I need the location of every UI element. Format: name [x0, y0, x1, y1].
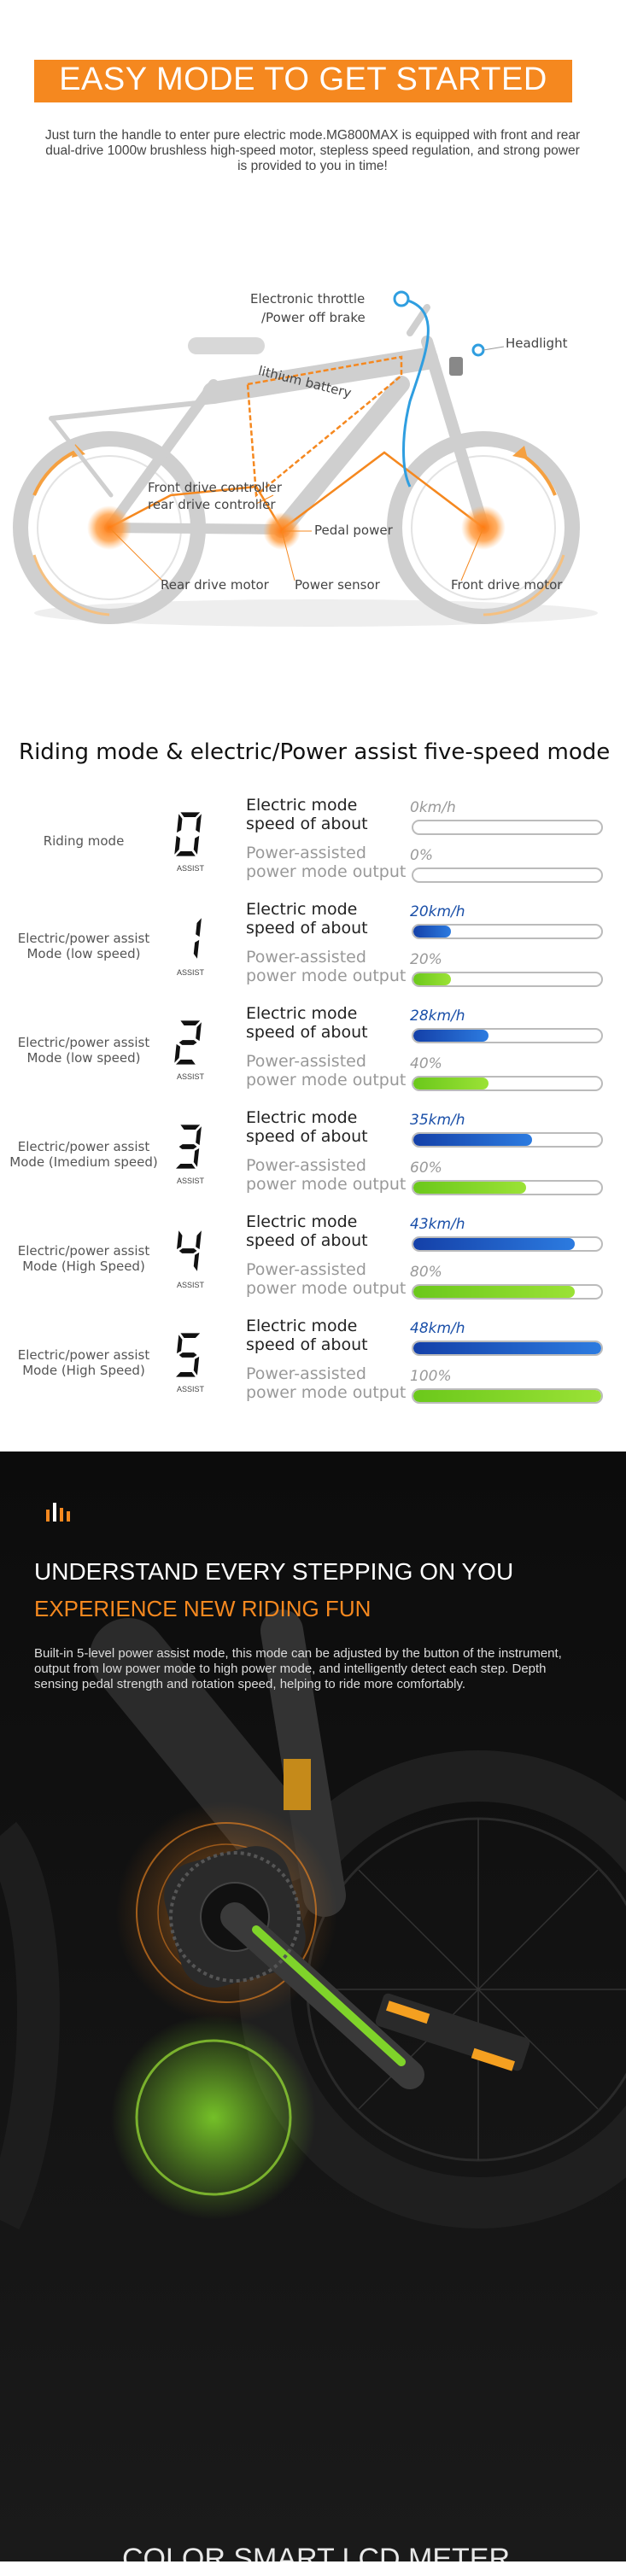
pedal-power-label: Pedal power — [314, 523, 393, 538]
mode-name: Electric/power assist Mode (Imedium speed) — [9, 1139, 158, 1170]
speed-bar — [412, 924, 603, 939]
output-value: 100% — [410, 1368, 452, 1385]
assist-level-digit — [174, 1018, 207, 1067]
headlight-label: Headlight — [506, 336, 568, 351]
output-bar-fill — [413, 1286, 575, 1298]
modes-section-title: Riding mode & electric/Power assist five-speed mode — [19, 739, 611, 765]
speed-bar — [412, 1236, 603, 1252]
output-bar-fill — [413, 1078, 489, 1089]
assist-caption: ASSIST — [176, 968, 204, 977]
speed-value: 48km/h — [410, 1320, 465, 1337]
front-motor-label: Front drive motor — [451, 577, 563, 593]
bike-illustration — [0, 213, 626, 640]
speed-bar-fill — [413, 1030, 489, 1042]
assist-level-digit — [174, 1330, 207, 1380]
rear-controller-label: rear drive controller — [148, 497, 276, 512]
speed-label: Electric mode speed of about — [246, 1004, 368, 1042]
next-section-title: COLOR SMART LCD METER — [121, 2543, 511, 2575]
speed-bar-fill — [413, 1134, 532, 1146]
speed-bar — [412, 1028, 603, 1043]
front-controller-label: Front drive controller — [148, 480, 282, 495]
speed-value: 20km/h — [410, 903, 465, 920]
speed-label: Electric mode speed of about — [246, 1317, 368, 1354]
speed-label: Electric mode speed of about — [246, 1212, 368, 1250]
mode-row — [0, 1315, 626, 1413]
feature-description: Built-in 5-level power assist mode, this mode can be adjusted by the button of the instrument, output from low power mode to high power mode, and intelligently detect each step. Depth sensing pedal strength and rotation speed, helping to ride more comfortably. — [34, 1646, 562, 1691]
output-bar — [412, 867, 603, 883]
output-value: 80% — [410, 1264, 442, 1281]
speed-value: 28km/h — [410, 1008, 465, 1025]
mode-row — [0, 1002, 626, 1101]
mode-name: Electric/power assist Mode (low speed) — [17, 1035, 150, 1066]
output-label: Power-assisted power mode output — [246, 1052, 407, 1089]
speed-label: Electric mode speed of about — [246, 1108, 368, 1146]
power-sensor-label: Power sensor — [295, 577, 380, 593]
battery-label: lithium battery — [256, 363, 354, 401]
equalizer-icon — [44, 1501, 73, 1522]
mode-name: Electric/power assist Mode (low speed) — [17, 931, 150, 961]
brake-label: /Power off brake — [261, 310, 366, 325]
output-bar-fill — [413, 973, 451, 985]
output-value: 40% — [410, 1055, 442, 1072]
assist-level-digit — [174, 1122, 207, 1171]
mode-row — [0, 794, 626, 892]
output-label: Power-assisted power mode output — [246, 1364, 407, 1402]
speed-bar-fill — [413, 1238, 575, 1250]
output-label: Power-assisted power mode output — [246, 1260, 407, 1298]
bike-component-diagram — [0, 213, 626, 640]
assist-level-digit — [174, 914, 207, 963]
speed-label: Electric mode speed of about — [246, 796, 368, 833]
feature-heading: UNDERSTAND EVERY STEPPING ON YOU — [34, 1558, 514, 1585]
output-label: Power-assisted power mode output — [246, 1156, 407, 1194]
output-bar — [412, 972, 603, 987]
speed-label: Electric mode speed of about — [246, 900, 368, 938]
hero-title: EASY MODE TO GET STARTED — [59, 61, 547, 97]
speed-bar — [412, 820, 603, 835]
assist-caption: ASSIST — [176, 1385, 204, 1393]
mode-row — [0, 1107, 626, 1205]
assist-caption: ASSIST — [176, 864, 204, 873]
output-bar — [412, 1284, 603, 1300]
speed-bar — [412, 1132, 603, 1148]
output-value: 20% — [410, 951, 442, 968]
hero-description: Just turn the handle to enter pure electric mode.MG800MAX is equipped with front and rear dual-drive 1000w brushless high-speed motor, stepless speed regulation, and strong power is provided to you in time! — [44, 128, 581, 173]
output-bar — [412, 1388, 603, 1404]
assist-level-digit — [174, 1226, 207, 1276]
assist-caption: ASSIST — [176, 1177, 204, 1185]
rear-motor-label: Rear drive motor — [161, 577, 269, 593]
assist-caption: ASSIST — [176, 1281, 204, 1289]
assist-level-digit — [174, 809, 207, 859]
assist-caption: ASSIST — [176, 1072, 204, 1081]
output-label: Power-assisted power mode output — [246, 844, 407, 881]
headlight-icon — [449, 345, 504, 376]
speed-bar-fill — [413, 1342, 601, 1354]
output-bar-fill — [413, 1182, 526, 1194]
mode-name: Electric/power assist Mode (High Speed) — [17, 1347, 150, 1378]
mode-row — [0, 1211, 626, 1309]
feature-subheading: EXPERIENCE NEW RIDING FUN — [34, 1596, 372, 1621]
speed-bar — [412, 1341, 603, 1356]
mode-name: Riding mode — [43, 833, 125, 849]
speed-value: 0km/h — [410, 799, 456, 816]
speed-bar-fill — [413, 926, 451, 938]
speed-value: 35km/h — [410, 1112, 465, 1129]
output-label: Power-assisted power mode output — [246, 948, 407, 985]
speed-value: 43km/h — [410, 1216, 465, 1233]
output-value: 0% — [410, 847, 433, 864]
output-bar — [412, 1076, 603, 1091]
mode-row — [0, 898, 626, 996]
throttle-label: Electronic throttle — [250, 291, 366, 307]
output-value: 60% — [410, 1159, 442, 1177]
output-bar — [412, 1180, 603, 1195]
output-bar-fill — [413, 1390, 601, 1402]
mode-name: Electric/power assist Mode (High Speed) — [17, 1243, 150, 1274]
